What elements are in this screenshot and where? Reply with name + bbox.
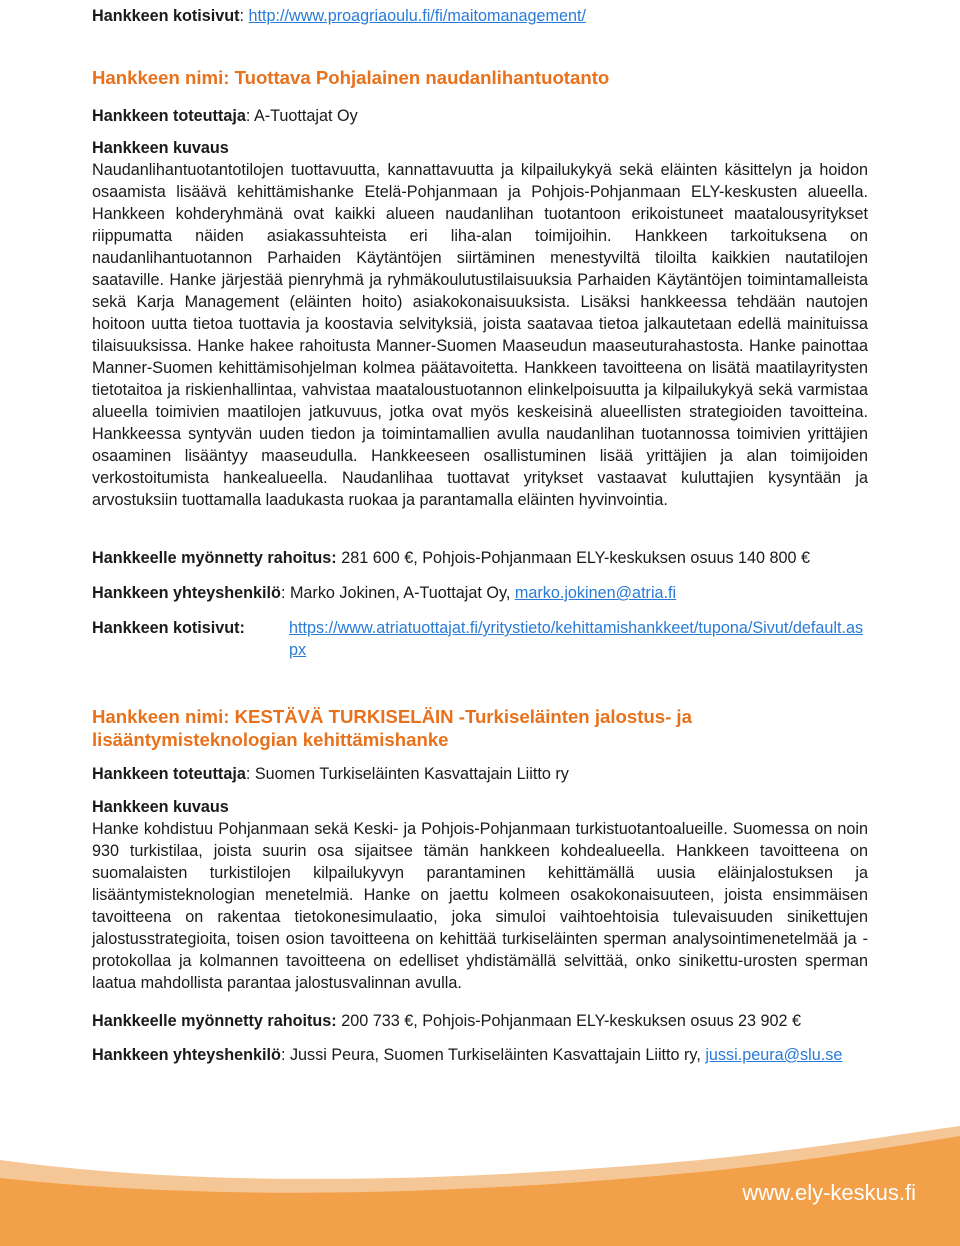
- project2-contact-email[interactable]: jussi.peura@slu.se: [705, 1046, 843, 1064]
- project1-funding-line: [92, 547, 810, 569]
- project2-desc-label: Hankkeen kuvaus: [92, 798, 229, 816]
- project2-contact-label: Hankkeen yhteyshenkilö: [92, 1046, 281, 1064]
- project1-title: [92, 66, 609, 89]
- project1-funding-label: Hankkeelle myönnetty rahoitus:: [92, 549, 337, 567]
- project2-contact-line: Hankkeen yhteyshenkilö: Jussi Peura, Suomen Turkiseläinten Kasvattajain Liitto ry, jussi.peura@slu.se: [92, 1046, 843, 1064]
- top-homepage-link[interactable]: http://www.proagriaoulu.fi/fi/maitomanagement/: [248, 7, 586, 25]
- project2-funding-line: [92, 1010, 801, 1032]
- project2-contact: Jussi Peura, Suomen Turkiseläinten Kasvattajain Liitto ry,: [289, 1046, 701, 1064]
- project2-doer-line: Hankkeen toteuttaja: Suomen Turkiseläinten Kasvattajain Liitto ry: [92, 765, 569, 783]
- project1-contact-label: Hankkeen yhteyshenkilö: [92, 584, 281, 602]
- project1-doer: A-Tuottajat Oy: [253, 107, 358, 125]
- project1-funding: 281 600 €, Pohjois-Pohjanmaan ELY-keskuksen osuus 140 800 €: [341, 549, 811, 567]
- project1-homepage-link[interactable]: https://www.atriatuottajat.fi/yritystieto/kehittamishankkeet/tupona/Sivut/default.aspx: [289, 619, 864, 659]
- top-homepage-line: Hankkeen kotisivut: http://www.proagriaoulu.fi/fi/maitomanagement/: [92, 7, 586, 25]
- footer-url: www.ely-keskus.fi: [742, 1180, 916, 1205]
- project1-homepage-label: Hankkeen kotisivut:: [92, 619, 245, 637]
- project2-doer-label: Hankkeen toteuttaja: [92, 765, 246, 783]
- project1-contact-line: Hankkeen yhteyshenkilö: Marko Jokinen, A-Tuottajat Oy, marko.jokinen@atria.fi: [92, 584, 677, 602]
- project2-name-label: Hankkeen nimi:: [92, 706, 230, 727]
- project1-doer-label: Hankkeen toteuttaja: [92, 107, 246, 125]
- project2-description: Hanke kohdistuu Pohjanmaan sekä Keski- ja Pohjois-Pohjanmaan turkistuotantoalueille. Suomessa on noin 930 turkistilaa, joista suurin osa sijaitsee tämän hankkeen kohdealueella. Hankkeen tavoitteena on suomalaisten turkistilojen kilpailukyvyn parantaminen kehittämällä uusia eläinjalostuksen ja lisääntymisteknologian menetelmiä. Hanke on jaettu kolmeen osakokonaisuuteen, joista ensimmäisen tavoitteena on rakentaa tietokonesimulaatio, joka simuloi vaihtoehtoisia tulevaisuuden sinikettujen jalostusstrategioita, toisen osion tavoitteena on kehittää turkiseläinten sperman analysointimenetelmää ja -protokollaa ja kolmannen tavoitteena on edelliset yhdistämällä selvittää, onko sinikettu-urosten sperman laatua mahdollista parantaa jalostusvalinnan avulla.: [92, 820, 868, 992]
- project1-description: Naudanlihantuotantotilojen tuottavuutta, kannattavuutta ja kilpailukykyä sekä eläinten käsittelyn ja hoidon osaamista lisäävä kehittämishanke Etelä-Pohjanmaan ja Pohjois-Pohjanmaan ELY-keskusten alueella. Hankkeen kohderyhmänä ovat kaikki alueen naudanlihan tuotantoon erikoistuneet maatalousyritykset riippumatta näiden asiakassuhteista eri liha-alan toimijoihin. Hankkeen tarkoituksena on naudanlihantuotannon Parhaiden Käytäntöjen siirtäminen menestyviltä tiloilta kaikkien nautatilojen saataville. Hanke järjestää pienryhmä ja ryhmäkoulutustilaisuuksia Parhaiden Käytäntöjen toimintamalleista sekä Karja Management (eläinten hoito) asiakokonaisuuksista. Lisäksi hankkeessa tehdään nautojen hoitoon uutta tietoa tuottavia ja koostavia selvityksiä, joista saatavaa tietoa jalkautetaan edellä mainituissa tilaisuuksissa. Hanke hakee rahoitusta Manner-Suomen Maaseudun maaseuturahastosta. Hanke painottaa Manner-Suomen kehittämisohjelman kolmea päätavoitetta. Hankkeen tavoitteena on lisätä maatilayritysten tietotaitoa ja riskienhallintaa, vahvistaa maataloustuotannon elinkelpoisuutta ja kilpailukykyä sekä varmistaa alueella toimivien maatilojen jatkuvuus, jotka ovat myös keskeisinä alueellisten strategioiden tavoitteina. Hankkeessa syntyvän uuden tiedon ja toimintamallien avulla naudanlihan tuotannossa toimivien yrittäjien osaaminen lisääntyy maaseudulla. Hankkeeseen osallistuminen lisää yrittäjien ja alan toimijoiden verkostoitumista hankealueella. Naudanlihaa tuottavat yritykset vastaavat kuluttajien kysyntään ja arvostuksiin tuottamalla laadukasta ruokaa ja parantamalla eläinten hyvinvointia.: [92, 161, 868, 509]
- project2-title: [92, 705, 868, 751]
- project1-doer-line: Hankkeen toteuttaja: A-Tuottajat Oy: [92, 107, 358, 125]
- project2-funding: 200 733 €, Pohjois-Pohjanmaan ELY-keskuksen osuus 23 902 €: [341, 1012, 802, 1030]
- project1-name-label: Hankkeen nimi:: [92, 67, 230, 88]
- project1-desc-label: Hankkeen kuvaus: [92, 139, 229, 157]
- project1-name: Tuottava Pohjalainen naudanlihantuotanto: [234, 67, 610, 88]
- project2-doer: Suomen Turkiseläinten Kasvattajain Liitto ry: [254, 765, 569, 783]
- project1-contact-email[interactable]: marko.jokinen@atria.fi: [514, 584, 677, 602]
- project1-contact: Marko Jokinen, A-Tuottajat Oy,: [289, 584, 511, 602]
- project2-funding-label: Hankkeelle myönnetty rahoitus:: [92, 1012, 337, 1030]
- project2-name: KESTÄVÄ TURKISELÄIN -Turkiseläinten jalostus- ja lisääntymisteknologian kehittämishanke: [92, 706, 692, 750]
- top-homepage-label: Hankkeen kotisivut: [92, 7, 240, 25]
